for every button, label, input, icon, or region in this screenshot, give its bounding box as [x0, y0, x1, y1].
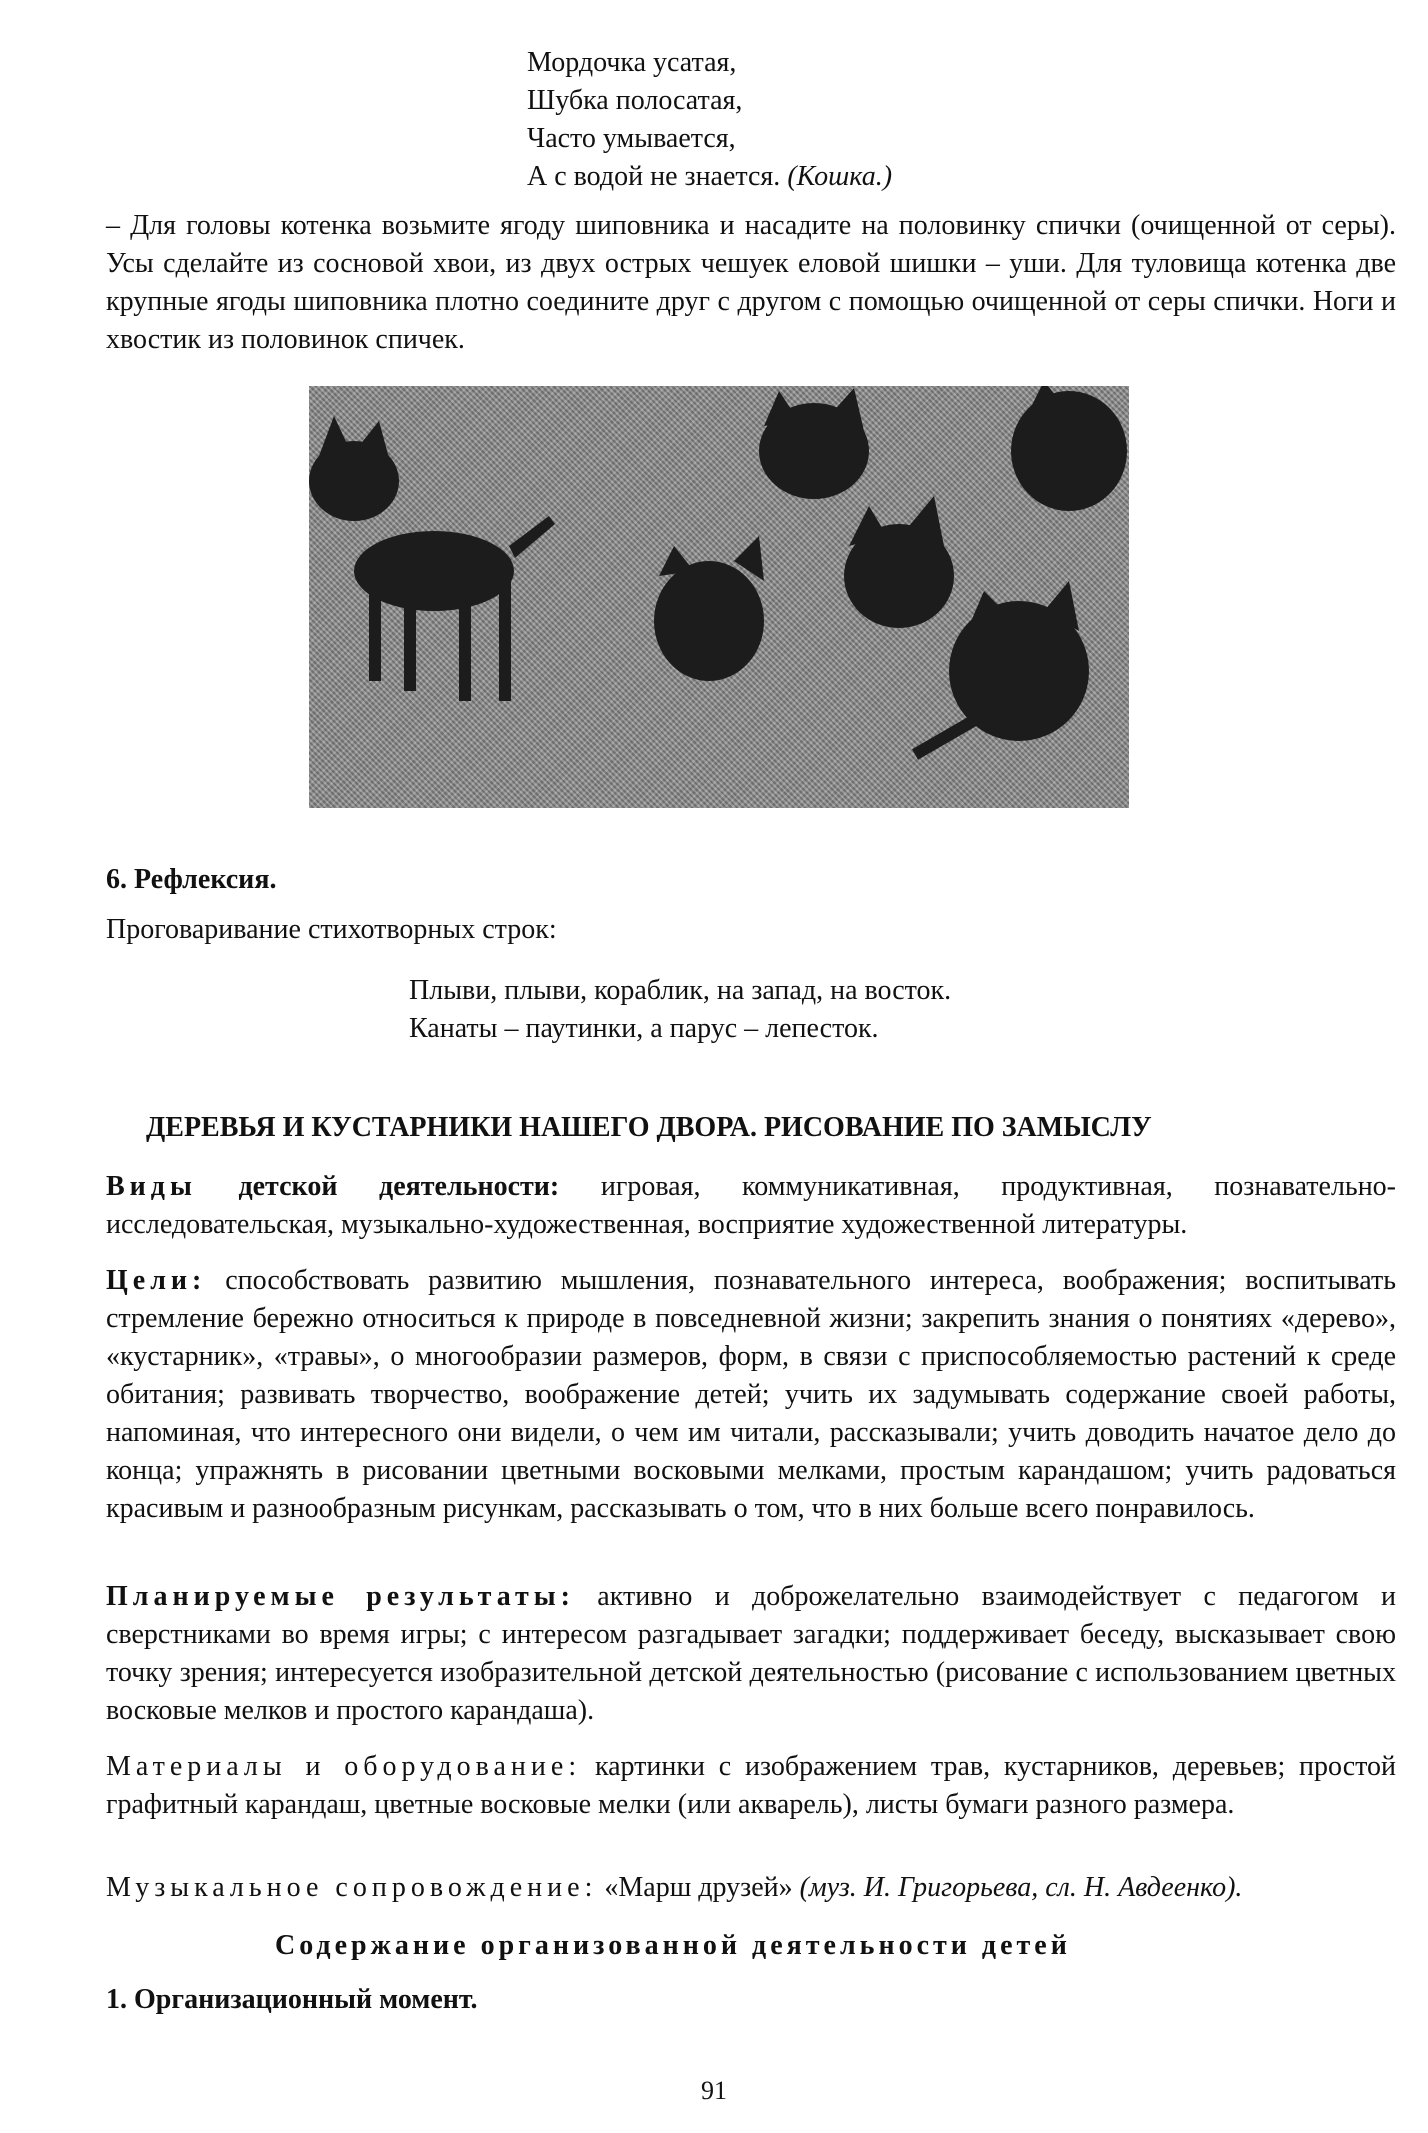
- goals-text: способствовать развитию мышления, познавательного интереса, воображения; воспитывать стремление бережно относиться к природе в повседневной жизни; закрепить знания о понятиях «дерево», «кустарник», «травы», о многообразии размеров, форм, в связи с приспособляемостью растений к среде обитания; развивать творчество, воображение детей; учить их задумывать содержание своей работы, напоминая, что интересного они видели, о чем им читали, рассказывали; учить доводить начатое дело до конца; упражнять в рисовании цветными восковыми мелками, простым карандашом; учить радоваться красивым и разнообразным рисункам, рассказывать о том, что в них больше всего понравилось.: [106, 1265, 1396, 1524]
- poem-line: А с водой не знается. (Кошка.): [527, 161, 893, 192]
- activities-paragraph: [106, 1168, 1396, 1244]
- section-title: ДЕРЕВЬЯ И КУСТАРНИКИ НАШЕГО ДВОРА. РИСОВАНИЕ ПО ЗАМЫСЛУ: [146, 1112, 1152, 1143]
- music-paragraph: [106, 1872, 1242, 1904]
- poem-line: Шубка полосатая,: [527, 85, 743, 116]
- poem-line: Часто умывается,: [527, 123, 736, 154]
- cat-silhouettes-image: [309, 386, 1129, 808]
- reflection-intro: Проговаривание стихотворных строк:: [106, 914, 557, 945]
- org-moment-heading: 1. Организационный момент.: [106, 1984, 478, 2015]
- results-label: Планируемые результаты:: [106, 1581, 575, 1612]
- materials-label: Материалы и оборудование:: [106, 1751, 582, 1782]
- craft-instructions: – Для головы котенка возьмите ягоду шиповника и насадите на половинку спички (очищенной от серы). Усы сделайте из сосновой хвои, из двух острых чешуек еловой шишки – уши. Для туловища котенка две крупные ягоды шиповника плотно соедините друг с другом с помощью очищенной от серы спички. Ноги и хвостик из половинок спичек.: [106, 210, 1396, 355]
- content-heading: Содержание организованной деятельности детей: [275, 1930, 1071, 1961]
- activities-text: игровая, коммуникативная, продуктивная, познавательно-исследовательская, музыкально-художественная, восприятие художественной литературы.: [106, 1171, 1397, 1240]
- results-paragraph: [106, 1578, 1396, 1730]
- activities-label-spaced: Виды: [106, 1171, 197, 1202]
- riddle-answer: (Кошка.): [787, 161, 893, 192]
- poem-line: Канаты – паутинки, а парус – лепесток.: [409, 1013, 879, 1044]
- music-credit: (муз. И. Григорьева, сл. Н. Авдеенко).: [799, 1872, 1243, 1903]
- materials-text: картинки с изображением трав, кустарников, деревьев; простой графитный карандаш, цветные восковые мелки (или акварель), листы бумаги разного размера.: [106, 1751, 1397, 1820]
- poem-line: Мордочка усатая,: [527, 47, 737, 78]
- music-label: Музыкальное сопровождение:: [106, 1872, 598, 1903]
- page-number: 91: [701, 2076, 727, 2105]
- boat-poem: [409, 972, 951, 1048]
- reflection-heading: 6. Рефлексия.: [106, 864, 277, 895]
- cat-riddle-poem: [527, 44, 892, 196]
- goals-label: Цели:: [106, 1265, 207, 1296]
- materials-paragraph: [106, 1748, 1396, 1824]
- goals-paragraph: [106, 1262, 1396, 1528]
- poem-line: Плыви, плыви, кораблик, на запад, на восток.: [409, 975, 952, 1006]
- activities-label: детской деятельности:: [238, 1171, 560, 1202]
- music-text: «Марш друзей»: [604, 1872, 793, 1903]
- cat-figures-photo: [309, 386, 1129, 808]
- results-text: активно и доброжелательно взаимодействует с педагогом и сверстниками во время игры; с интересом разгадывает загадки; поддерживает беседу, высказывает свою точку зрения; интересуется изобразительной детской деятельностью (рисование с использованием цветных восковые мелков и простого карандаша).: [106, 1581, 1397, 1726]
